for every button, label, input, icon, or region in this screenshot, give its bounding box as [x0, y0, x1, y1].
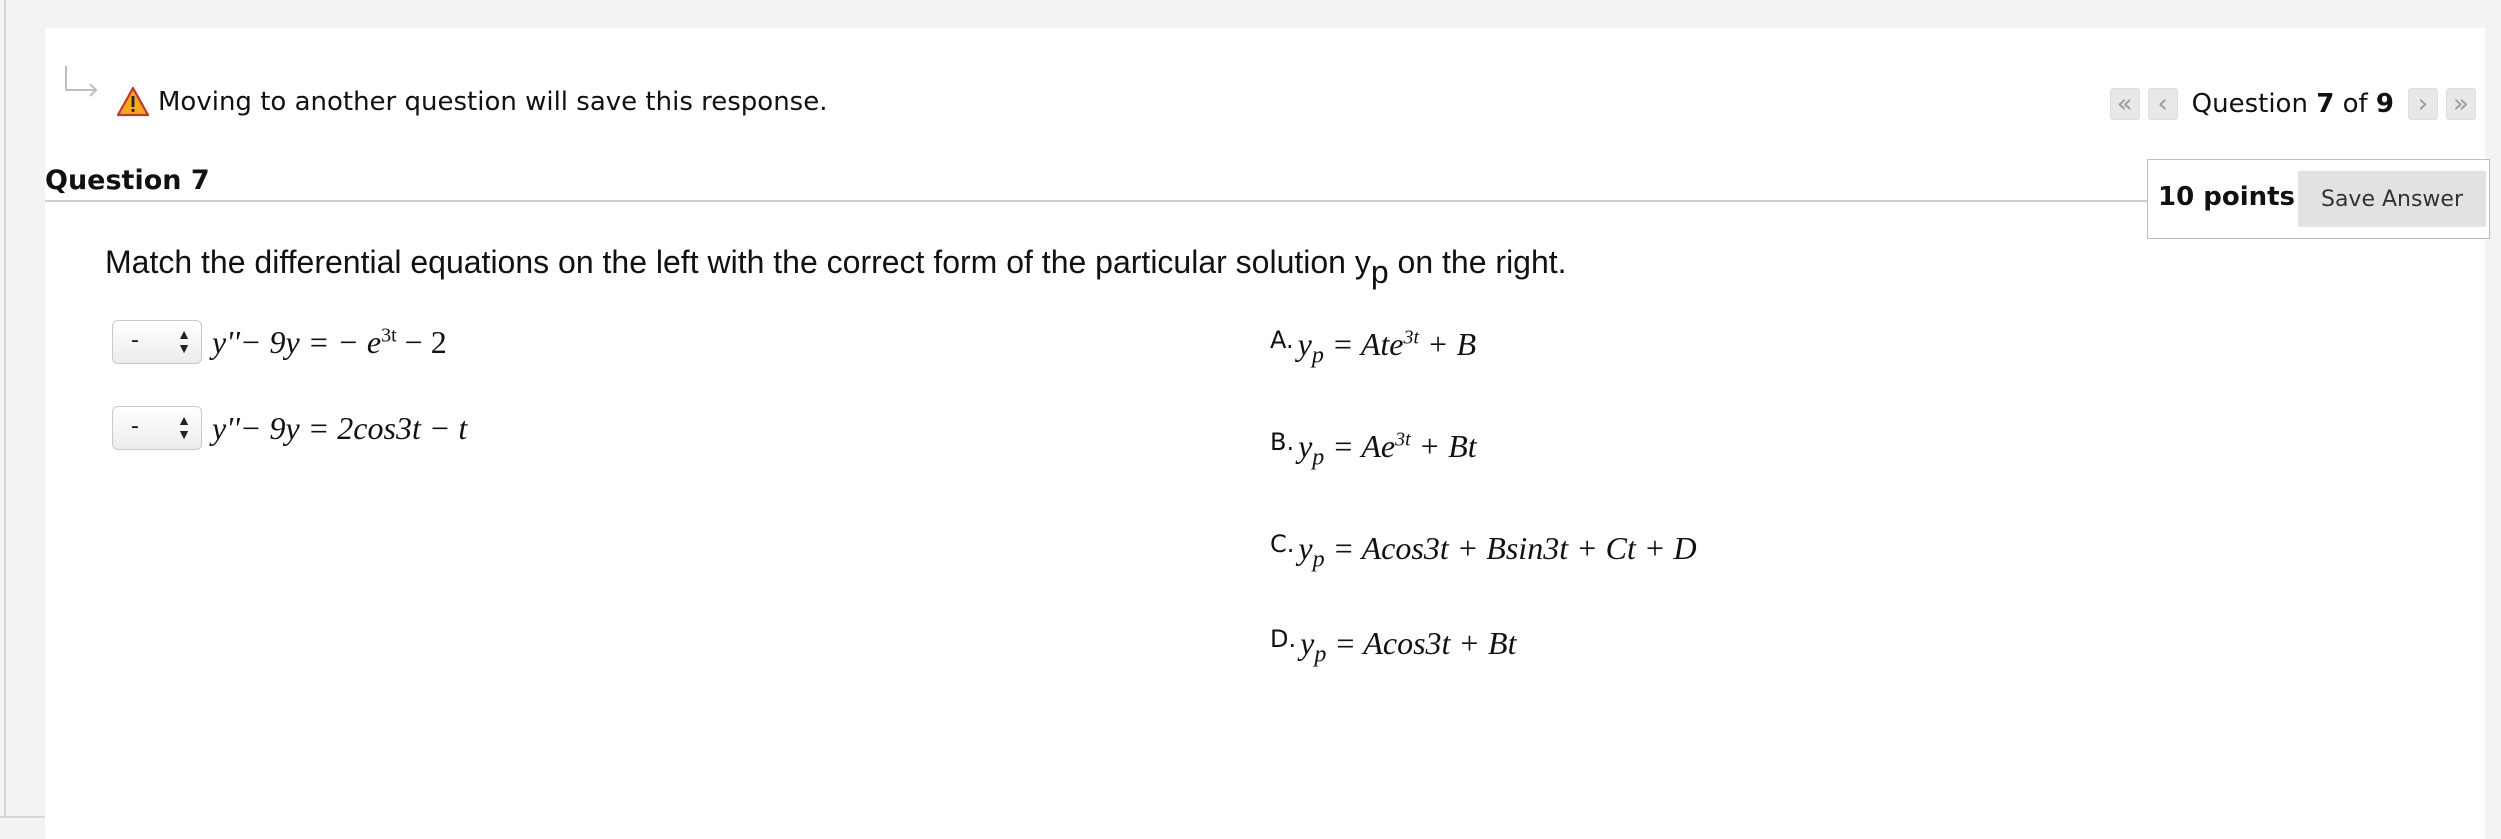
double-chevron-left-icon: «: [2116, 89, 2133, 119]
equation-row-2: [112, 404, 467, 452]
question-navigator: [2110, 86, 2476, 122]
warning-icon: [116, 85, 150, 119]
chevron-right-icon: ›: [2417, 89, 2429, 119]
points-box: [2147, 159, 2490, 239]
answer-option-b: B. $y_p = Ae^{3t} + Bt$: [1270, 428, 1477, 471]
equation-2: y''− 9y = 2cos3t − t: [212, 409, 468, 446]
double-chevron-right-icon: »: [2453, 89, 2469, 119]
first-question-button[interactable]: [2110, 88, 2140, 120]
save-warning: [116, 82, 828, 122]
select-arrows-icon: ▲ ▼: [177, 412, 191, 442]
equation-1: y''− 9y = − $e^{3t} - 2$: [212, 323, 447, 360]
previous-question-button[interactable]: [2148, 88, 2178, 120]
match-select-1[interactable]: - ▲ ▼: [112, 320, 202, 364]
match-select-2[interactable]: - ▲ ▼: [112, 406, 202, 450]
left-rail: [0, 0, 6, 816]
answer-option-c: C. $y_p = Acos3t + Bsin3t + Ct + D$: [1270, 530, 1697, 573]
answer-option-d: D. $y_p = Acos3t + Bt$: [1270, 625, 1517, 668]
next-question-button[interactable]: [2408, 88, 2438, 120]
equation-row-1: [112, 318, 447, 366]
bottom-rule: [0, 816, 45, 818]
points-label: 10 points: [2158, 182, 2296, 212]
warning-text: Moving to another question will save this response.: [158, 87, 828, 117]
last-question-button[interactable]: [2446, 88, 2476, 120]
question-counter: Question 7 of 9: [2191, 89, 2394, 119]
return-arrow-icon: [62, 64, 102, 100]
chevron-left-icon: ‹: [2157, 89, 2168, 119]
question-prompt: Match the differential equations on the left with the correct form of the particular solution yp on the right.: [105, 244, 1567, 290]
save-answer-button[interactable]: Save Answer: [2298, 171, 2486, 227]
question-title: Question 7: [45, 165, 210, 196]
question-divider: [45, 200, 2147, 202]
select-arrows-icon: ▲ ▼: [177, 326, 191, 356]
answer-option-a: A. $y_p = Ate^{3t} + B$: [1270, 326, 1477, 369]
